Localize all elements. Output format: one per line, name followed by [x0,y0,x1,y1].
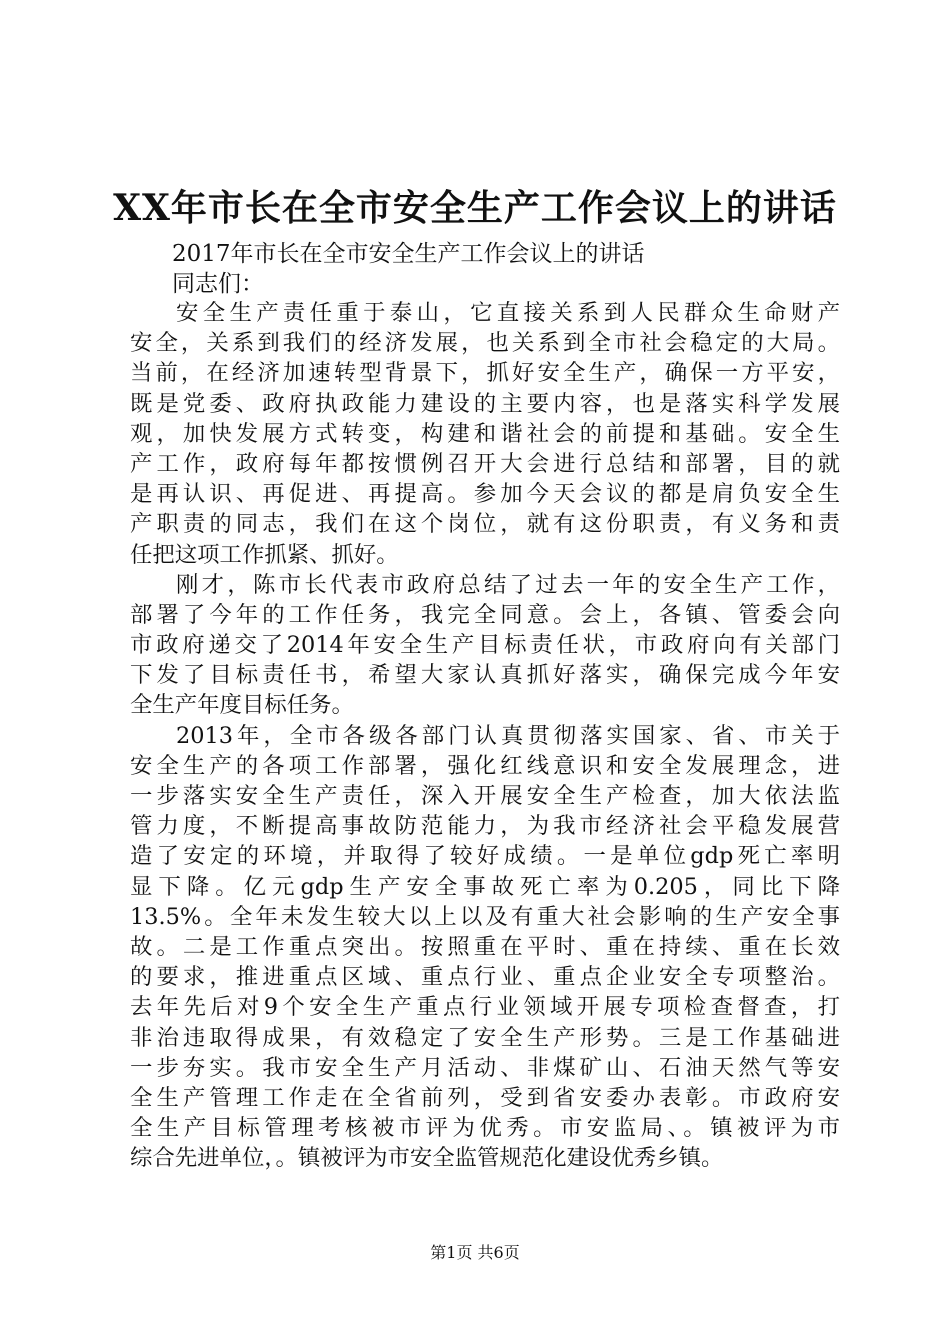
paragraph-line: 非治违取得成果，有效稳定了安全生产形势。三是工作基础进 [130,1024,840,1051]
paragraph-line: 产工作，政府每年都按惯例召开大会进行总结和部署，目的就 [130,450,840,477]
paragraph-line: 是再认识、再促进、再提高。参加今天会议的都是肩负安全生 [130,481,840,508]
paragraph-line: 全生产目标管理考核被市评为优秀。市安监局、。镇被评为市 [130,1115,840,1142]
paragraph-line: 安全，关系到我们的经济发展，也关系到全市社会稳定的大局。 [130,330,840,357]
paragraph-line: 造了安定的环境，并取得了较好成绩。一是单位gdp死亡率明 [130,843,840,870]
paragraph-1 [130,298,840,570]
paragraph-line: 一步落实安全生产责任，深入开展安全生产检查，加大依法监 [130,783,840,809]
document-title: XX年市长在全市安全生产工作会议上的讲话 [113,187,837,229]
document-body [130,298,840,1173]
paragraph-line: 市政府递交了2014年安全生产目标责任状，市政府向有关部门 [130,632,840,659]
paragraph-line: 全生产管理工作走在全省前列，受到省安委办表彰。市政府安 [130,1084,840,1111]
paragraph-3 [130,721,840,1174]
paragraph-line: 故。二是工作重点突出。按照重在平时、重在持续、重在长效 [130,933,840,960]
paragraph-line: 下发了目标责任书，希望大家认真抓好落实，确保完成今年安 [130,662,840,689]
paragraph-line: 刚才，陈市长代表市政府总结了过去一年的安全生产工作， [176,571,840,598]
paragraph-line: 产职责的同志，我们在这个岗位，就有这份职责，有义务和责 [130,511,840,538]
paragraph-line: 一步夯实。我市安全生产月活动、非煤矿山、石油天然气等安 [130,1054,840,1081]
paragraph-2 [130,570,840,721]
paragraph-line: 全生产年度目标任务。 [130,692,354,719]
document-subtitle: 2017年市长在全市安全生产工作会议上的讲话 [172,241,645,267]
paragraph-line: 去年先后对9个安全生产重点行业领域开展专项检查督查，打 [130,994,840,1021]
paragraph-line: 13.5%。全年未发生较大以上以及有重大社会影响的生产安全事 [130,903,840,930]
paragraph-line: 安全生产的各项工作部署，强化红线意识和安全发展理念，进 [130,752,840,779]
paragraph-line: 任把这项工作抓紧、抓好。 [130,541,399,568]
paragraph-line: 部署了今年的工作任务，我完全同意。会上，各镇、管委会向 [130,601,840,628]
paragraph-line: 观，加快发展方式转变，构建和谐社会的前提和基础。安全生 [130,420,840,447]
paragraph-line: 既是党委、政府执政能力建设的主要内容，也是落实科学发展 [130,390,840,417]
paragraph-line: 2013年，全市各级各部门认真贯彻落实国家、省、市关于 [176,722,840,749]
paragraph-line: 综合先进单位，。镇被评为市安全监管规范化建设优秀乡镇。 [130,1145,724,1172]
greeting-line: 同志们： [172,271,264,297]
paragraph-line: 管力度，不断提高事故防范能力，为我市经济社会平稳发展营 [130,813,840,840]
paragraph-line: 显下降。亿元gdp生产安全事故死亡率为0.205，同比下降 [130,873,840,900]
paragraph-line: 安全生产责任重于泰山，它直接关系到人民群众生命财产 [176,300,840,326]
paragraph-line: 的要求，推进重点区域、重点行业、重点企业安全专项整治。 [130,964,840,991]
paragraph-line: 当前，在经济加速转型背景下，抓好安全生产，确保一方平安， [130,360,840,387]
page-footer: 第1页 共6页 [430,1243,520,1262]
